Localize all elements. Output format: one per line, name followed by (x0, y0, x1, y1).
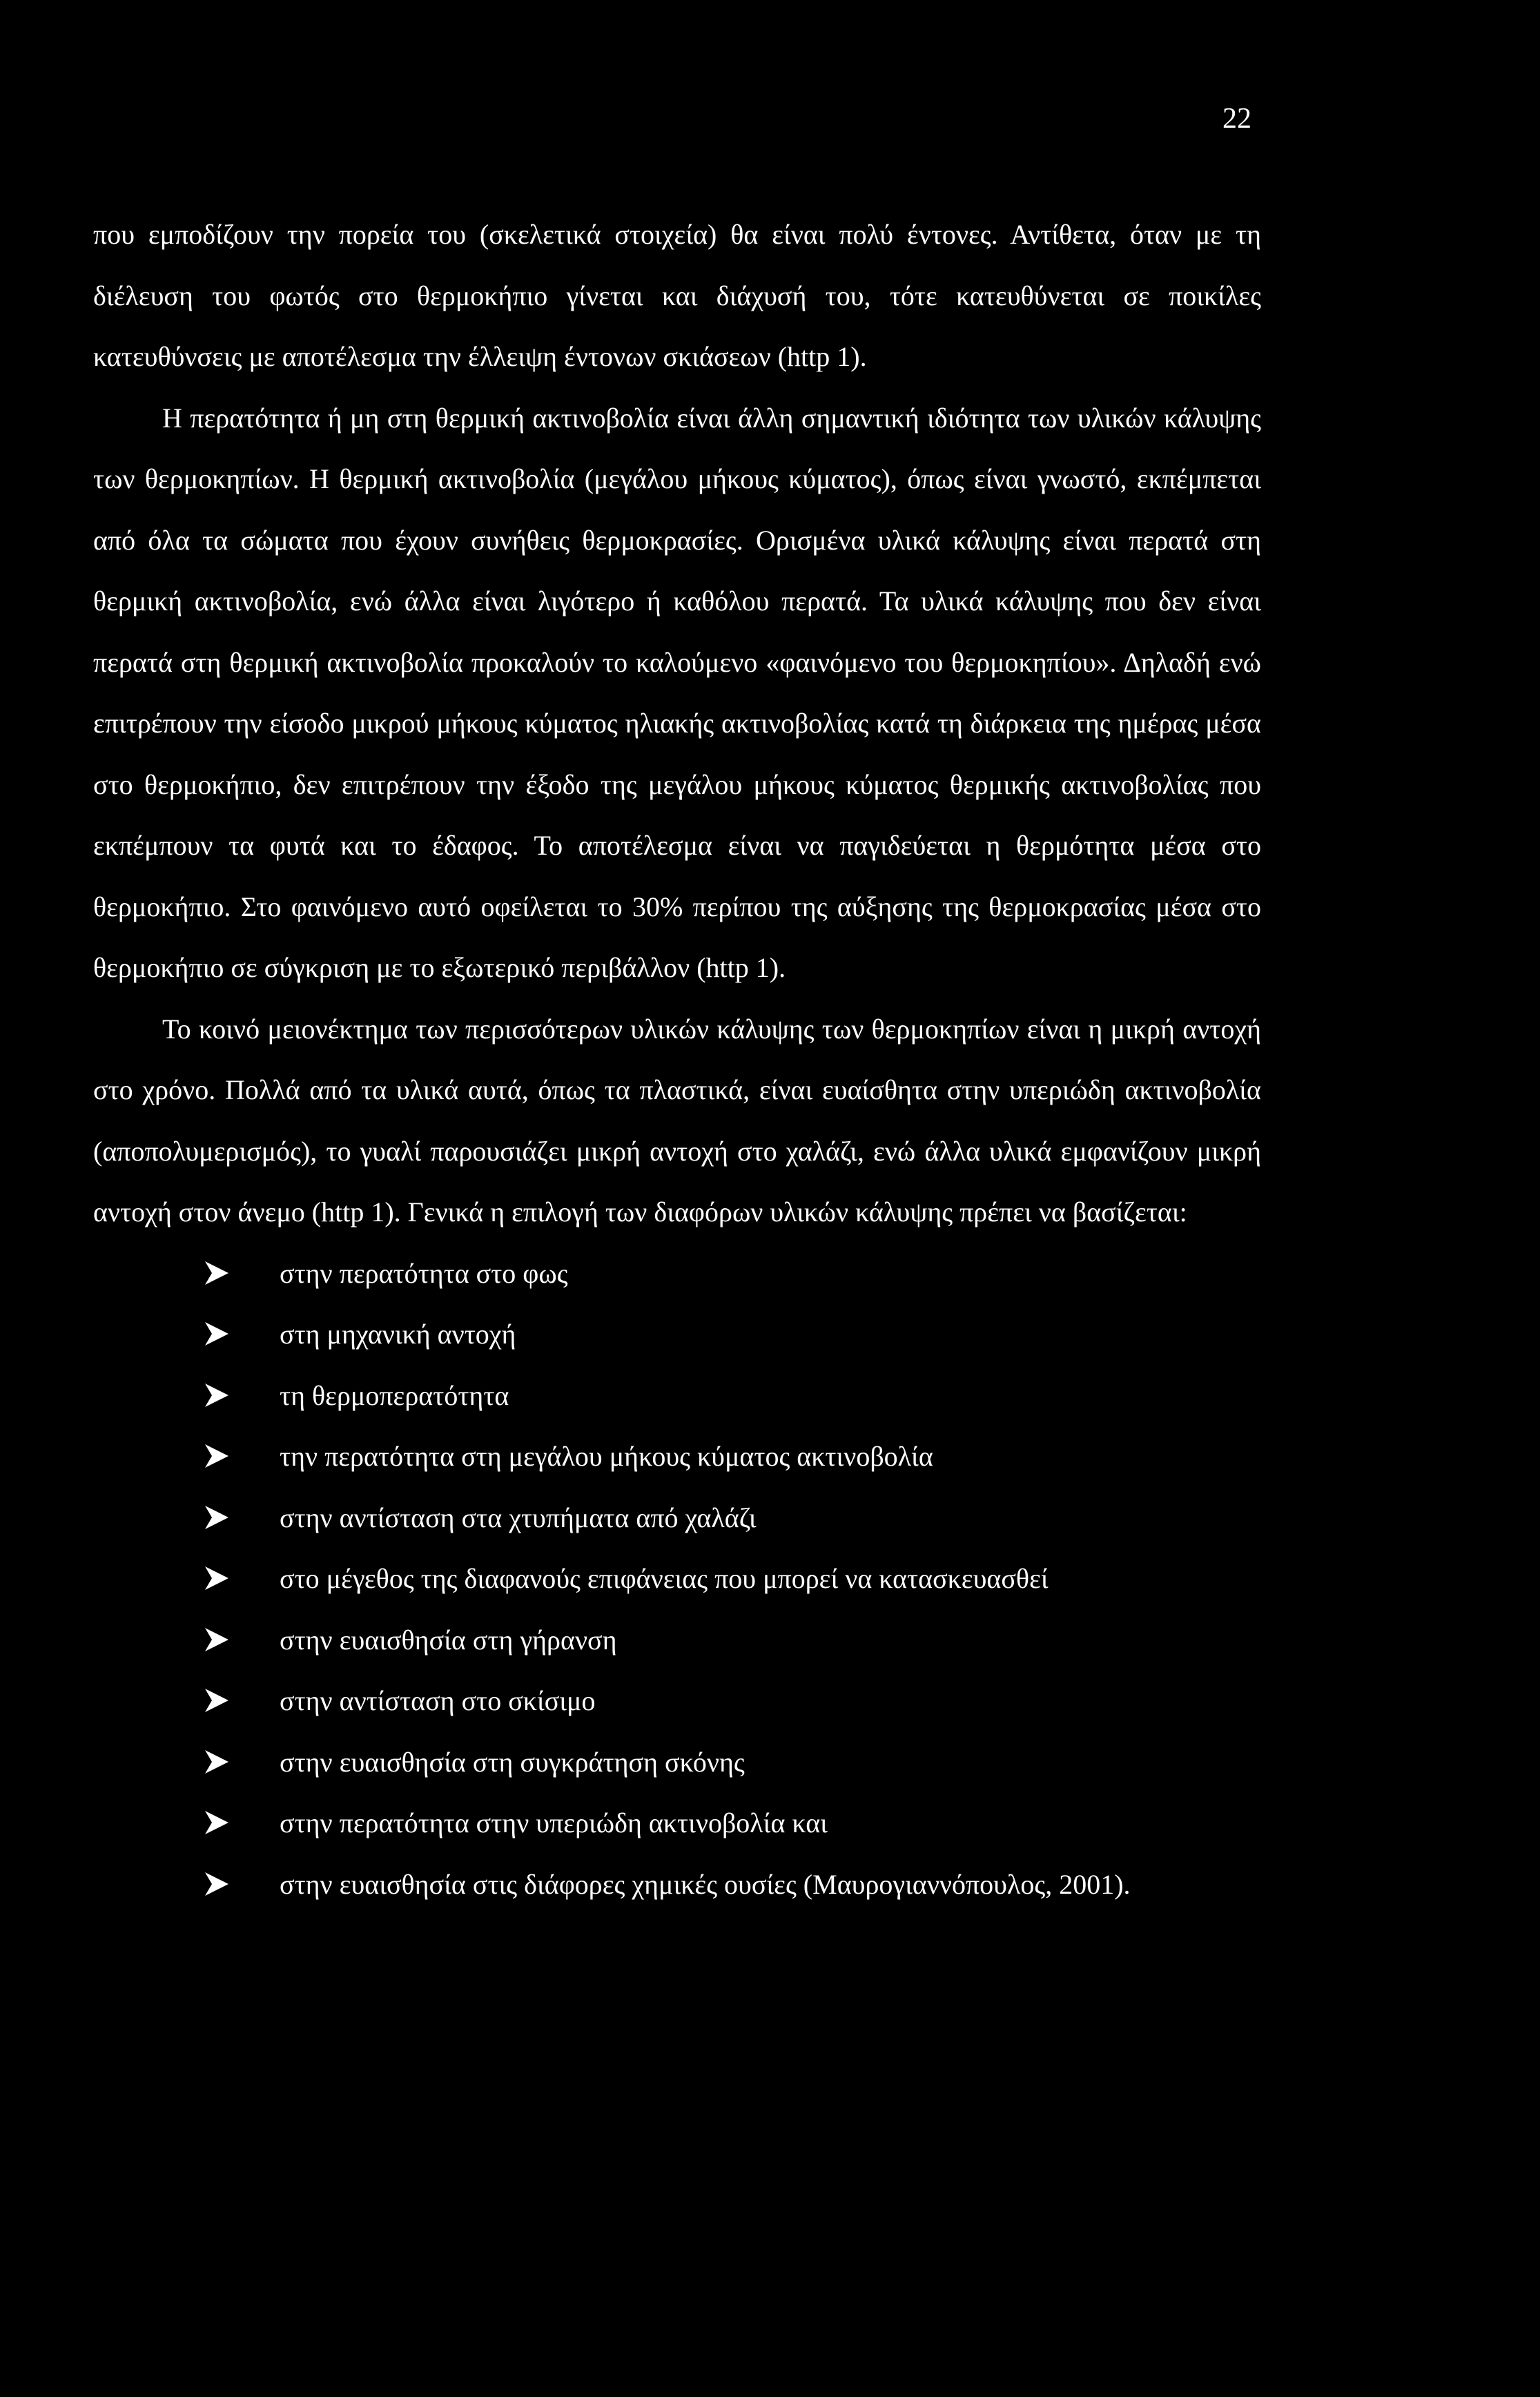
arrowhead-bullet-icon (204, 1871, 230, 1897)
list-item (204, 1854, 1261, 1916)
arrowhead-bullet-icon (204, 1260, 230, 1286)
list-item-text: τη θερμοπερατότητα (280, 1379, 509, 1411)
list-item (204, 1488, 1261, 1549)
list-item (204, 1304, 1261, 1366)
arrowhead-bullet-icon (204, 1627, 230, 1653)
list-item-text: στην περατότητα στο φως (280, 1257, 568, 1289)
list-item-text: την περατότητα στη μεγάλου μήκους κύματος ακτινοβολία (280, 1441, 933, 1472)
list-item (204, 1732, 1261, 1794)
list-item-text: στο μέγεθος της διαφανούς επιφάνειας που μπορεί να κατασκευασθεί (280, 1563, 1049, 1594)
document-body (93, 204, 1261, 1915)
list-item-text: στην ευαισθησία στη συγκράτηση σκόνης (280, 1746, 745, 1778)
arrowhead-bullet-icon (204, 1809, 230, 1836)
list-item-text: στην αντίσταση στο σκίσιμο (280, 1685, 596, 1716)
page-number: 22 (1222, 103, 1251, 135)
list-item (204, 1366, 1261, 1427)
arrowhead-bullet-icon (204, 1504, 230, 1531)
list-item (204, 1671, 1261, 1732)
paragraph-durability: Το κοινό μειονέκτημα των περισσότερων υλικών κάλυψης των θερμοκηπίων είναι η μικρή αντοχή στο χρόνο. Πολλά από τα υλικά αυτά, όπως τα πλαστικά, είναι ευαίσθητα στην υπεριώδη ακτινοβολία (αποπολυμερισμός), το γυαλί παρουσιάζει μικρή αντοχή στο χαλάζι, ενώ άλλα υλικά εμφανίζουν μικρή αντοχή στον άνεμο (http 1). Γενικά η επιλογή των διαφόρων υλικών κάλυψης πρέπει να βασίζεται: (93, 1013, 1261, 1227)
list-item (204, 1426, 1261, 1488)
list-item-text: στην αντίσταση στα χτυπήματα από χαλάζι (280, 1502, 757, 1533)
list-item-text: στην ευαισθησία στις διάφορες χημικές ουσίες (Μαυρογιαννόπουλος, 2001). (280, 1868, 1131, 1900)
paragraph-continuation: που εμποδίζουν την πορεία του (σκελετικά στοιχεία) θα είναι πολύ έντονες. Αντίθετα, όταν με τη διέλευση του φωτός στο θερμοκήπιο γίνεται και διάχυσή του, τότε κατευθύνεται σε ποικίλες κατευθύνσεις με αποτέλεσμα την έλλειψη έντονων σκιάσεων (http 1). (93, 219, 1261, 372)
list-item (204, 1549, 1261, 1610)
list-item (204, 1610, 1261, 1671)
list-item-text: στην περατότητα στην υπεριώδη ακτινοβολία και (280, 1807, 828, 1838)
list-item-text: στη μηχανική αντοχή (280, 1319, 516, 1350)
list-item (204, 1793, 1261, 1854)
selection-criteria-list (93, 1243, 1261, 1916)
arrowhead-bullet-icon (204, 1565, 230, 1591)
paragraph-thermal-radiation: Η περατότητα ή μη στη θερμική ακτινοβολία είναι άλλη σημαντική ιδιότητα των υλικών κάλυψης των θερμοκηπίων. Η θερμική ακτινοβολία (μεγάλου μήκους κύματος), όπως είναι γνωστό, εκπέμπεται από όλα τα σώματα που έχουν συνήθεις θερμοκρασίες. Ορισμένα υλικά κάλυψης είναι περατά στη θερμική ακτινοβολία, ενώ άλλα είναι λιγότερο ή καθόλου περατά. Τα υλικά κάλυψης που δεν είναι περατά στη θερμική ακτινοβολία προκαλούν το καλούμενο «φαινόμενο του θερμοκηπίου». Δηλαδή ενώ επιτρέπουν την είσοδο μικρού μήκους κύματος ηλιακής ακτινοβολίας κατά τη διάρκεια της ημέρας μέσα στο θερμοκήπιο, δεν επιτρέπουν την έξοδο της μεγάλου μήκους κύματος θερμικής ακτινοβολίας που εκπέμπουν τα φυτά και το έδαφος. Το αποτέλεσμα είναι να παγιδεύεται η θερμότητα μέσα στο θερμοκήπιο. Στο φαινόμενο αυτό οφείλεται το 30% περίπου της αύξησης της θερμοκρασίας μέσα στο θερμοκήπιο σε σύγκριση με το εξωτερικό περιβάλλον (http 1). (93, 402, 1261, 983)
arrowhead-bullet-icon (204, 1382, 230, 1408)
arrowhead-bullet-icon (204, 1749, 230, 1775)
list-item (204, 1243, 1261, 1305)
arrowhead-bullet-icon (204, 1443, 230, 1469)
list-item-text: στην ευαισθησία στη γήρανση (280, 1624, 617, 1656)
arrowhead-bullet-icon (204, 1321, 230, 1347)
arrowhead-bullet-icon (204, 1687, 230, 1714)
